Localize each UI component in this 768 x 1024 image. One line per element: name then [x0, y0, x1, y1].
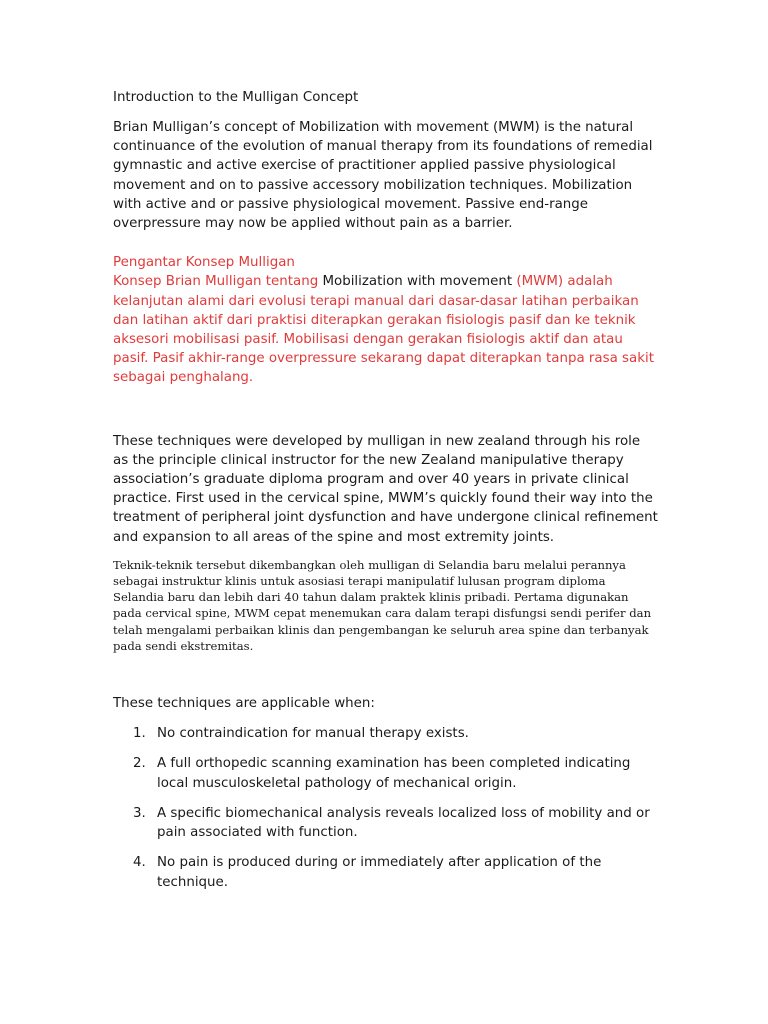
history-indonesian-paragraph: Teknik-teknik tersebut dikembangkan oleh mulligan di Selandia baru melalui perannya sebagai instruktur klinis untuk asosiasi terapi manipulatif lulusan program diploma Selandia baru dan lebih dari 40 tahun dalam praktek klinis pribadi. Pertama digunakan pada cervical spine, MWM cepat menemukan cara dalam terapi disfungsi sendi perifer dan telah mengalami perbaikan klinis dan pengembangan ke seluruh area spine dan terbanyak pada sendi ekstremitas.: [113, 557, 652, 653]
list-item: [113, 724, 658, 743]
list-item: [113, 853, 658, 891]
list-item-text: No pain is produced during or immediately after application of the technique.: [157, 855, 602, 890]
intro-indonesian-part-3: (MWM) adalah kelanjutan alami dari evolusi terapi manual dari dasar-dasar latihan perbaikan dan latihan aktif dari praktisi diterapkan gerakan fisiologis pasif dan ke teknik aksesori mobilisasi pasif. Mobilisasi dengan gerakan fisiologis aktif dan atau pasif. Pasif akhir-range overpressure sekarang dapat diterapkan tanpa rasa sakit sebagai penghalang.: [113, 274, 654, 386]
intro-indonesian-heading: Pengantar Konsep Mulligan: [113, 255, 295, 271]
intro-indonesian-paragraph: [113, 272, 658, 387]
list-item-number: 2.: [133, 756, 146, 772]
conditions-list: [113, 724, 658, 891]
intro-indonesian-part-1: Konsep Brian Mulligan tentang: [113, 274, 323, 290]
list-item: [113, 804, 658, 842]
intro-indonesian-term: Mobilization with movement: [322, 274, 513, 290]
list-item-text: A full orthopedic scanning examination has been completed indicating local musculoskeletal pathology of mechanical origin.: [157, 756, 631, 791]
list-item-number: 4.: [133, 855, 146, 871]
list-item: [113, 754, 658, 792]
intro-english-paragraph: Brian Mulligan’s concept of Mobilization with movement (MWM) is the natural continuance of the evolution of manual therapy from its foundations of remedial gymnastic and active exercise of practitioner applied passive physiological movement and on to passive accessory mobilization techniques. Mobilization with active and or passive physiological movement. Passive end-range overpressure may now be applied without pain as a barrier.: [113, 120, 653, 232]
list-item-text: No contraindication for manual therapy exists.: [157, 726, 469, 742]
list-item-number: 1.: [133, 726, 146, 742]
list-item-number: 3.: [133, 805, 146, 821]
history-english-paragraph: These techniques were developed by mulligan in new zealand through his role as the principle clinical instructor for the new Zealand manipulative therapy association’s graduate diploma program and over 40 years in private clinical practice. First used in the cervical spine, MWM’s quickly found their way into the treatment of peripheral joint dysfunction and have undergone clinical refinement and expansion to all areas of the spine and most extremity joints.: [113, 433, 658, 545]
applicable-intro: These techniques are applicable when:: [113, 696, 375, 712]
list-item-text: A specific biomechanical analysis reveals localized loss of mobility and or pain associated with function.: [157, 805, 650, 841]
document-page: [113, 88, 658, 903]
document-title: Introduction to the Mulligan Concept: [113, 90, 359, 105]
